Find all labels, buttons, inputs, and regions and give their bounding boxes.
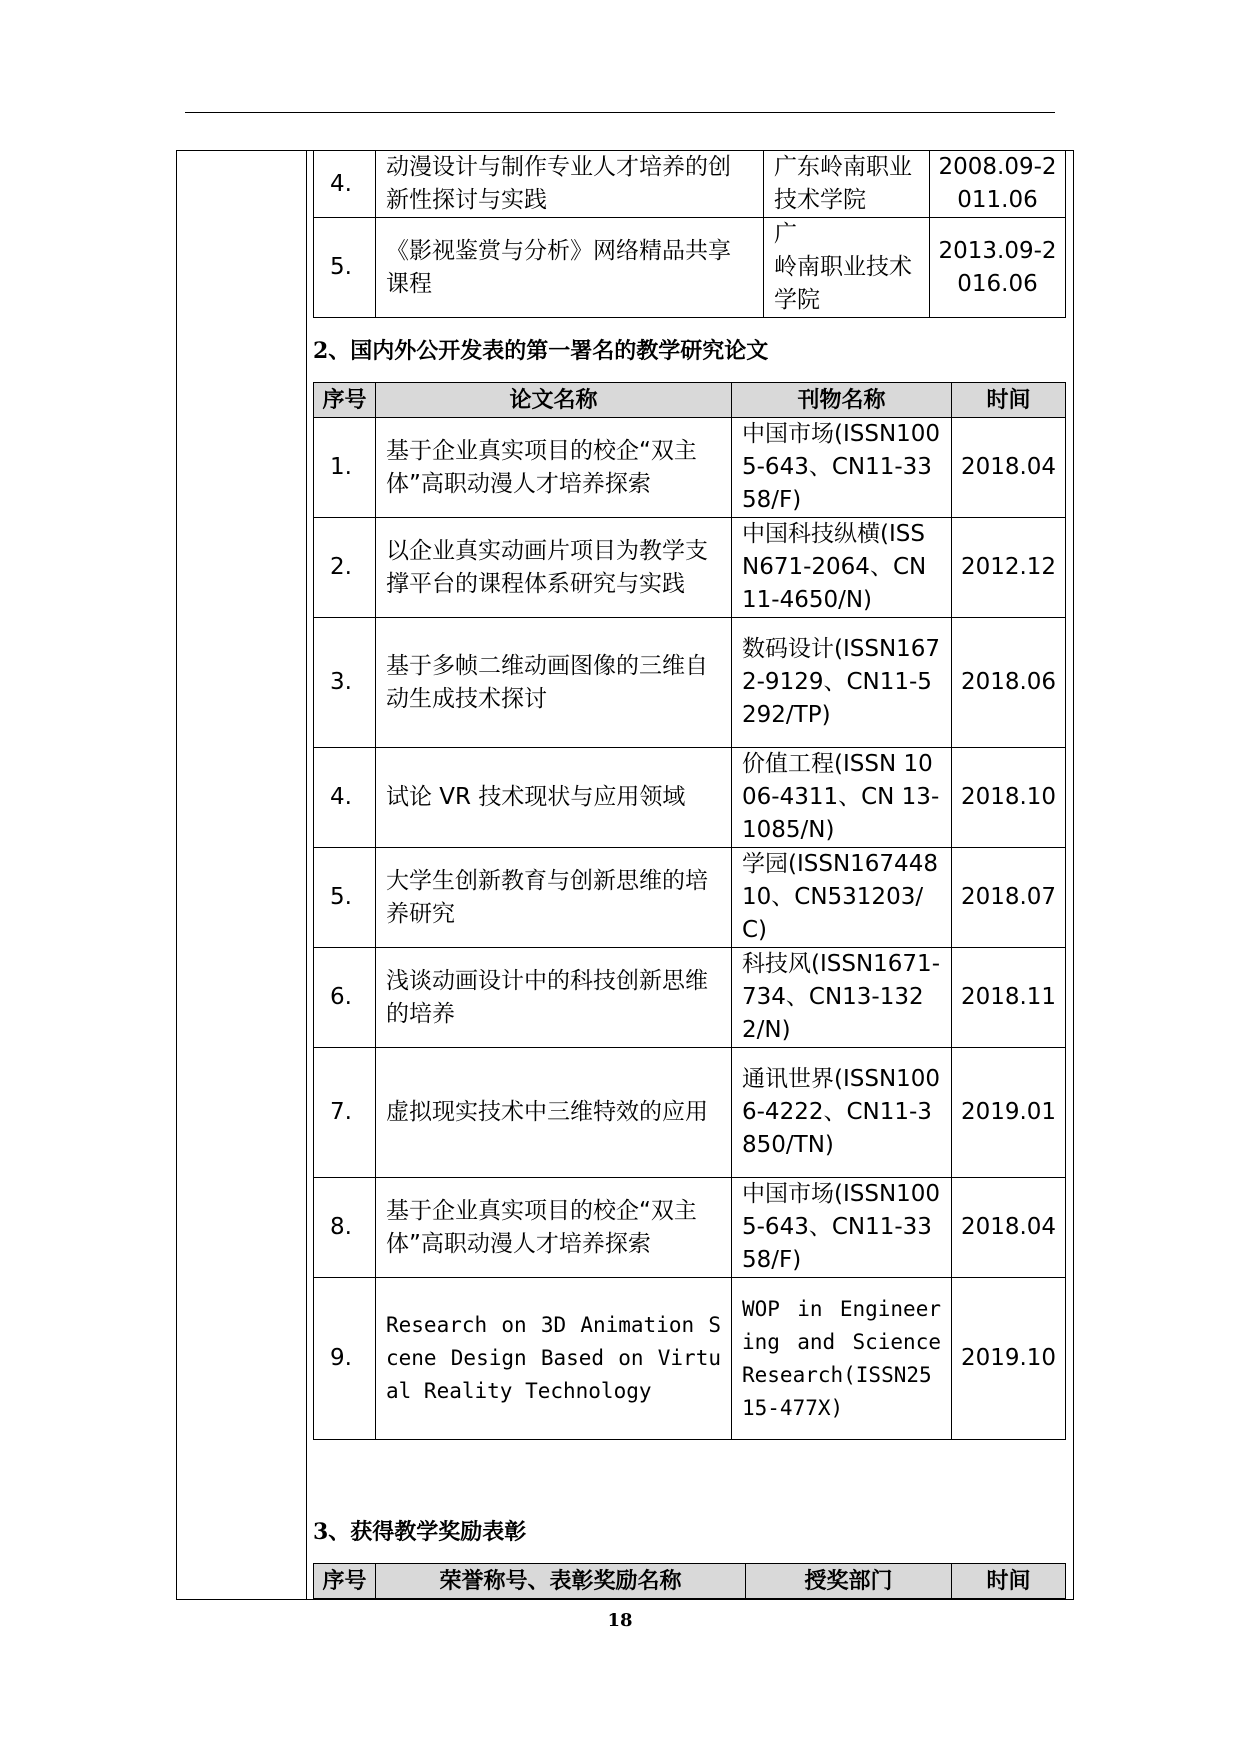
paper-seq: 3. [314, 618, 376, 748]
project-seq: 5. [314, 218, 376, 318]
paper-seq: 4. [314, 748, 376, 848]
table-row [314, 748, 1066, 848]
paper-journal: 数码设计(ISSN1672-9129、CN11-5292/TP) [732, 618, 952, 748]
paper-seq: 6. [314, 948, 376, 1048]
awards-table [313, 1563, 1066, 1599]
header-time: 时间 [952, 1564, 1066, 1599]
paper-time: 2018.07 [952, 848, 1066, 948]
projects-table [313, 150, 1066, 318]
project-time: 2008.09-2011.06 [930, 151, 1066, 218]
project-seq: 4. [314, 151, 376, 218]
paper-seq: 5. [314, 848, 376, 948]
paper-time: 2018.04 [952, 418, 1066, 518]
paper-name: 基于企业真实项目的校企“双主体”高职动漫人才培养探索 [376, 418, 732, 518]
paper-journal: WOP in Engineering and Science Research(ISSN2515-477X) [732, 1278, 952, 1440]
paper-time: 2019.10 [952, 1278, 1066, 1440]
project-time: 2013.09-2016.06 [930, 218, 1066, 318]
paper-time: 2019.01 [952, 1048, 1066, 1178]
paper-name: 基于多帧二维动画图像的三维自动生成技术探讨 [376, 618, 732, 748]
page-number: 18 [607, 1610, 633, 1631]
paper-time: 2018.10 [952, 748, 1066, 848]
table-row [314, 218, 1066, 318]
paper-seq: 7. [314, 1048, 376, 1178]
paper-journal: 科技风(ISSN1671-734、CN13-1322/N) [732, 948, 952, 1048]
header-paper-name: 论文名称 [376, 383, 732, 418]
table-row [314, 1178, 1066, 1278]
outer-table-divider [306, 150, 307, 1600]
paper-journal: 中国市场(ISSN1005-643、CN11-3358/F) [732, 418, 952, 518]
paper-journal: 通讯世界(ISSN1006-4222、CN11-3850/TN) [732, 1048, 952, 1178]
paper-name: 试论 VR 技术现状与应用领域 [376, 748, 732, 848]
paper-name: 浅谈动画设计中的科技创新思维的培养 [376, 948, 732, 1048]
table-header-row [314, 1564, 1066, 1599]
table-row [314, 848, 1066, 948]
table-row [314, 1278, 1066, 1440]
header-journal: 刊物名称 [732, 383, 952, 418]
header-dept: 授奖部门 [746, 1564, 952, 1599]
table-row [314, 151, 1066, 218]
paper-seq: 1. [314, 418, 376, 518]
papers-table [313, 382, 1066, 1440]
header-award-name: 荣誉称号、表彰奖励名称 [376, 1564, 746, 1599]
paper-journal: 中国科技纵横(ISSN671-2064、CN 11-4650/N) [732, 518, 952, 618]
paper-time: 2012.12 [952, 518, 1066, 618]
paper-seq: 9. [314, 1278, 376, 1440]
papers-section-title: 2、国内外公开发表的第一署名的教学研究论文 [313, 338, 769, 364]
header-seq: 序号 [314, 383, 376, 418]
project-name: 《影视鉴赏与分析》网络精品共享课程 [376, 218, 764, 318]
paper-name: 以企业真实动画片项目为教学支撑平台的课程体系研究与实践 [376, 518, 732, 618]
paper-journal: 价值工程(ISSN 1006-4311、CN 13-1085/N) [732, 748, 952, 848]
paper-name: Research on 3D Animation Scene Design Based on Virtual Reality Technology [376, 1278, 732, 1440]
header-rule [185, 112, 1055, 113]
table-row [314, 948, 1066, 1048]
awards-section-title: 3、获得教学奖励表彰 [313, 1519, 527, 1545]
paper-name: 大学生创新教育与创新思维的培养研究 [376, 848, 732, 948]
header-time: 时间 [952, 383, 1066, 418]
paper-time: 2018.11 [952, 948, 1066, 1048]
paper-seq: 8. [314, 1178, 376, 1278]
paper-time: 2018.06 [952, 618, 1066, 748]
paper-name: 基于企业真实项目的校企“双主体”高职动漫人才培养探索 [376, 1178, 732, 1278]
table-row [314, 518, 1066, 618]
table-header-row [314, 383, 1066, 418]
paper-journal: 中国市场(ISSN1005-643、CN11-3358/F) [732, 1178, 952, 1278]
project-name: 动漫设计与制作专业人才培养的创新性探讨与实践 [376, 151, 764, 218]
table-row [314, 618, 1066, 748]
paper-time: 2018.04 [952, 1178, 1066, 1278]
table-row [314, 1048, 1066, 1178]
header-seq: 序号 [314, 1564, 376, 1599]
table-row [314, 418, 1066, 518]
project-org: 广东岭南职业技术学院 [764, 151, 930, 218]
paper-journal: 学园(ISSN16744810、CN531203/C) [732, 848, 952, 948]
paper-name: 虚拟现实技术中三维特效的应用 [376, 1048, 732, 1178]
paper-seq: 2. [314, 518, 376, 618]
project-org: 广 岭南职业技术学院 [764, 218, 930, 318]
